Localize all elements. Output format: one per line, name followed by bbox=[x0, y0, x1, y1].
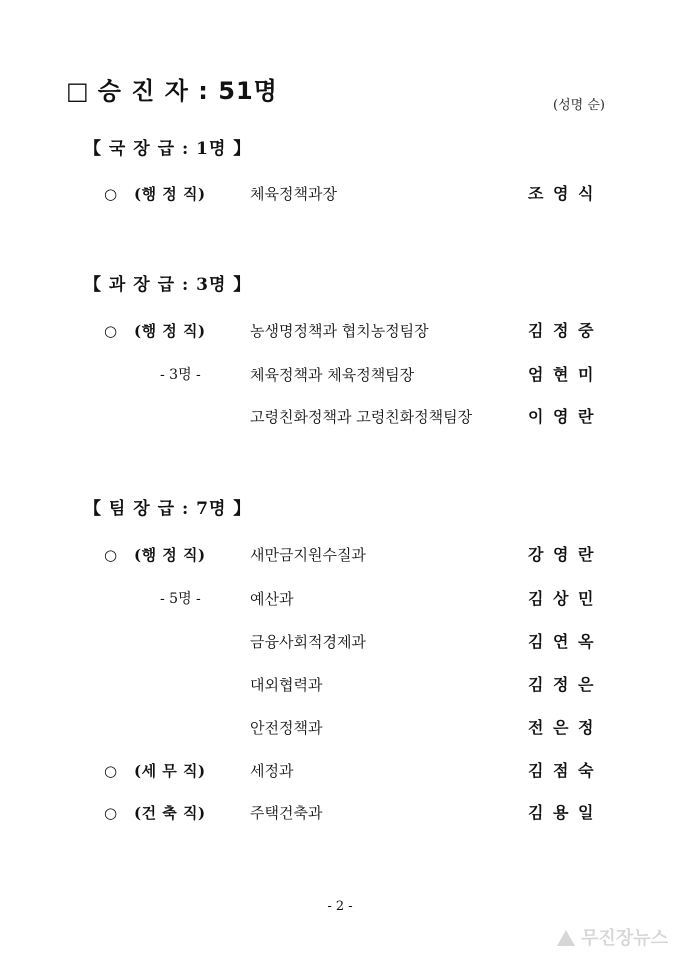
person-name: 김 상 민 bbox=[528, 589, 596, 608]
section-header-team-lead: 【 팀 장 급 : 7명 】 bbox=[84, 499, 252, 519]
department: 고령친화정책과 고령친화정책팀장 bbox=[250, 408, 473, 426]
order-note: (성명 순) bbox=[553, 98, 605, 113]
section-header-manager: 【 과 장 급 : 3명 】 bbox=[84, 275, 252, 295]
department: 안전정책과 bbox=[250, 719, 323, 737]
section-header-director: 【 국 장 급 : 1명 】 bbox=[84, 139, 252, 159]
job-category: (세 무 직) bbox=[134, 762, 206, 780]
person-name: 이 영 란 bbox=[528, 407, 596, 426]
department: 농생명정책과 협치농정팀장 bbox=[250, 322, 429, 340]
page-title bbox=[66, 76, 278, 106]
job-category: (행 정 직) bbox=[134, 185, 206, 203]
person-name: 김 연 옥 bbox=[528, 632, 596, 651]
watermark-text: 무진장뉴스 bbox=[581, 928, 668, 949]
person-name: 김 정 은 bbox=[528, 675, 596, 694]
page-number: - 2 - bbox=[327, 899, 353, 914]
bullet-circle-icon: ○ bbox=[104, 185, 118, 203]
person-name: 조 영 식 bbox=[528, 184, 596, 203]
job-category: (행 정 직) bbox=[134, 546, 206, 564]
job-category: (행 정 직) bbox=[134, 322, 206, 340]
job-category: (건 축 직) bbox=[134, 804, 206, 822]
department: 금융사회적경제과 bbox=[250, 633, 366, 651]
watermark bbox=[557, 928, 668, 950]
checkbox-square-icon: □ bbox=[66, 77, 90, 105]
department: 주택건축과 bbox=[250, 804, 323, 822]
person-name: 김 용 일 bbox=[528, 803, 596, 822]
group-count: - 3명 - bbox=[160, 367, 201, 383]
bullet-circle-icon: ○ bbox=[104, 546, 118, 564]
department: 체육정책과 체육정책팀장 bbox=[250, 366, 415, 384]
mountain-logo-icon bbox=[557, 930, 575, 946]
page-title-text: 승 진 자 : 51명 bbox=[97, 77, 278, 105]
person-name: 전 은 정 bbox=[528, 718, 596, 737]
person-name: 엄 현 미 bbox=[528, 365, 596, 384]
person-name: 강 영 란 bbox=[528, 545, 596, 564]
bullet-circle-icon: ○ bbox=[104, 804, 118, 822]
department: 세정과 bbox=[250, 762, 294, 780]
bullet-circle-icon: ○ bbox=[104, 762, 118, 780]
bullet-circle-icon: ○ bbox=[104, 322, 118, 340]
department: 새만금지원수질과 bbox=[250, 546, 366, 564]
department: 체육정책과장 bbox=[250, 185, 337, 203]
department: 대외협력과 bbox=[250, 676, 323, 694]
group-count: - 5명 - bbox=[160, 591, 201, 607]
department: 예산과 bbox=[250, 590, 294, 608]
person-name: 김 정 중 bbox=[528, 321, 596, 340]
person-name: 김 점 숙 bbox=[528, 761, 596, 780]
